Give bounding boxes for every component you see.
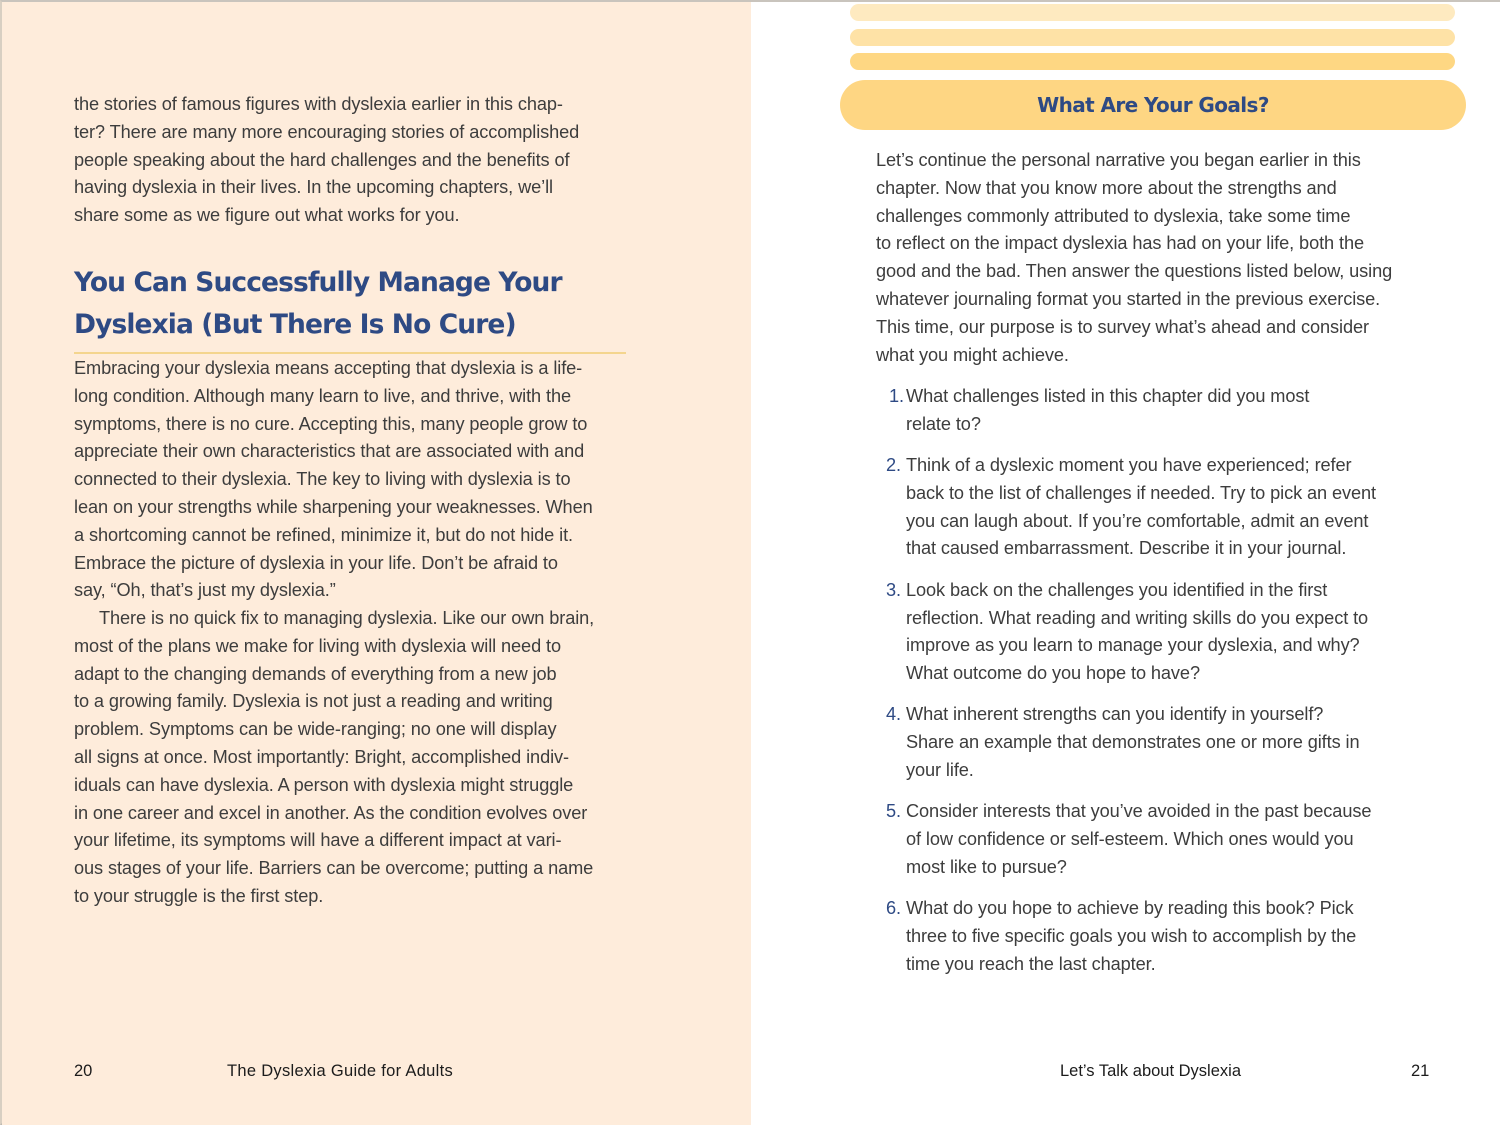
question-line: reflection. What reading and writing skills do you expect to — [906, 607, 1369, 628]
text-line: share some as we figure out what works for you. — [74, 205, 460, 226]
text-line: connected to their dyslexia. The key to living with dyslexia is to — [74, 469, 571, 490]
question-line: back to the list of challenges if needed. Try to pick an event — [906, 482, 1376, 503]
page-number-left: 20 — [74, 1062, 93, 1080]
question-number: 2. — [886, 455, 901, 476]
text-line: long condition. Although many learn to live, and thrive, with the — [74, 385, 571, 406]
question-line: What do you hope to achieve by reading this book? Pick — [906, 898, 1354, 919]
decorative-bar — [850, 53, 1455, 70]
text-line: iduals can have dyslexia. A person with dyslexia might struggle — [74, 774, 574, 795]
question-line: improve as you learn to manage your dyslexia, and why? — [906, 635, 1360, 656]
running-head-left: The Dyslexia Guide for Adults — [227, 1062, 454, 1080]
question-line: Think of a dyslexic moment you have experienced; refer — [906, 455, 1352, 476]
question-number: 6. — [886, 898, 901, 919]
exercise-intro-paragraph — [876, 147, 1436, 369]
text-line: symptoms, there is no cure. Accepting this, many people grow to — [74, 413, 588, 434]
question-item — [876, 383, 1446, 439]
text-line: your lifetime, its symptoms will have a different impact at vari- — [74, 830, 562, 851]
text-line: lean on your strengths while sharpening your weaknesses. When — [74, 496, 593, 517]
question-list — [876, 383, 1446, 992]
intro-paragraph — [74, 91, 634, 230]
question-item — [876, 895, 1446, 978]
text-line: Embrace the picture of dyslexia in your life. Don’t be afraid to — [74, 552, 558, 573]
decorative-bar — [850, 4, 1455, 21]
heading-line: Dyslexia (But There Is No Cure) — [74, 309, 516, 340]
question-number: 5. — [886, 801, 901, 822]
left-page — [2, 2, 751, 1125]
page-number-right: 21 — [1411, 1062, 1430, 1080]
running-head-right: Let’s Talk about Dyslexia — [1060, 1062, 1241, 1080]
text-line: say, “Oh, that’s just my dyslexia.” — [74, 580, 336, 601]
text-line: having dyslexia in their lives. In the upcoming chapters, we’ll — [74, 177, 553, 198]
text-line: There is no quick fix to managing dyslexia. Like our own brain, — [99, 608, 595, 628]
question-line: What challenges listed in this chapter did you most — [906, 386, 1310, 406]
question-line: What inherent strengths can you identify in yourself? — [906, 704, 1324, 725]
question-number: 4. — [886, 704, 901, 725]
text-line: what you might achieve. — [876, 344, 1069, 365]
question-line: time you reach the last chapter. — [906, 953, 1156, 974]
text-line: to reflect on the impact dyslexia has had on your life, both the — [876, 233, 1364, 254]
question-item — [876, 577, 1446, 688]
text-line: ous stages of your life. Barriers can be overcome; putting a name — [74, 858, 594, 879]
section-heading — [74, 262, 626, 354]
text-line: Let’s continue the personal narrative you began earlier in this — [876, 150, 1361, 170]
text-line: adapt to the changing demands of everything from a new job — [74, 663, 557, 684]
question-line: Look back on the challenges you identified in the first — [906, 579, 1328, 600]
text-line: Embracing your dyslexia means accepting that dyslexia is a life- — [74, 358, 583, 378]
text-line: a shortcoming cannot be refined, minimize it, but do not hide it. — [74, 524, 573, 545]
text-line: chapter. Now that you know more about the strengths and — [876, 177, 1337, 198]
text-line: most of the plans we make for living with dyslexia will need to — [74, 635, 562, 656]
question-line: relate to? — [906, 413, 981, 434]
text-line: all signs at once. Most importantly: Bright, accomplished indiv- — [74, 746, 569, 767]
question-line: you can laugh about. If you’re comfortable, admit an event — [906, 510, 1369, 531]
question-line: your life. — [906, 760, 974, 781]
question-line: Consider interests that you’ve avoided in the past because — [906, 801, 1372, 822]
section-paragraph-1 — [74, 355, 634, 605]
question-line: Share an example that demonstrates one or more gifts in — [906, 732, 1360, 753]
text-line: to your struggle is the first step. — [74, 885, 324, 906]
question-line: three to five specific goals you wish to accomplish by the — [906, 926, 1357, 947]
text-line: the stories of famous figures with dyslexia earlier in this chap- — [74, 94, 563, 114]
text-line: appreciate their own characteristics that are associated with and — [74, 441, 585, 462]
question-line: most like to pursue? — [906, 856, 1067, 877]
text-line: good and the bad. Then answer the questions listed below, using — [876, 261, 1393, 282]
question-line: that caused embarrassment. Describe it in your journal. — [906, 538, 1347, 559]
question-line: of low confidence or self-esteem. Which ones would you — [906, 829, 1354, 850]
text-line: ter? There are many more encouraging stories of accomplished — [74, 121, 580, 142]
goals-banner — [840, 80, 1466, 130]
text-line: people speaking about the hard challenges and the benefits of — [74, 149, 570, 170]
text-line: problem. Symptoms can be wide-ranging; no one will display — [74, 719, 557, 740]
decorative-bar — [850, 29, 1455, 46]
banner-title: What Are Your Goals? — [1037, 93, 1269, 117]
text-line: whatever journaling format you started in the previous exercise. — [876, 288, 1381, 309]
section-paragraph-2 — [74, 605, 634, 911]
question-item — [876, 701, 1446, 784]
question-item — [876, 798, 1446, 881]
text-line: This time, our purpose is to survey what’s ahead and consider — [876, 316, 1369, 337]
question-line: What outcome do you hope to have? — [906, 663, 1200, 684]
question-number: 1. — [889, 386, 904, 406]
text-line: to a growing family. Dyslexia is not just a reading and writing — [74, 691, 553, 712]
heading-line: You Can Successfully Manage Your — [74, 267, 562, 298]
text-line: challenges commonly attributed to dyslexia, take some time — [876, 205, 1351, 226]
question-item — [876, 452, 1446, 563]
question-number: 3. — [886, 579, 901, 600]
text-line: in one career and excel in another. As the condition evolves over — [74, 802, 588, 823]
